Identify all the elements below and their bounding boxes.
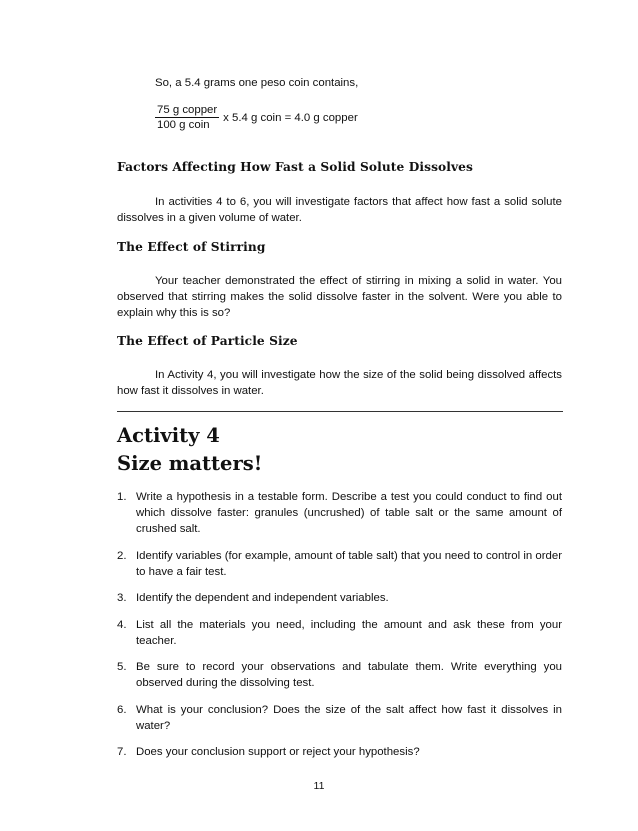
list-item	[117, 489, 562, 537]
procedure-list	[117, 489, 562, 771]
list-text: Be sure to record your observations and tabulate them. Write everything you observed during the dissolving test.	[136, 661, 562, 689]
section-heading-factors: Factors Affecting How Fast a Solid Solute Dissolves	[117, 160, 473, 174]
list-item	[117, 659, 562, 691]
list-text: What is your conclusion? Does the size of the salt affect how fast it dissolves in water?	[136, 703, 562, 732]
intro-sentence: So, a 5.4 grams one peso coin contains,	[155, 77, 359, 89]
section-paragraph-factors: In activities 4 to 6, you will investigate factors that affect how fast a solid solute dissolves in a given volume of water.	[117, 196, 562, 224]
list-text: Identify the dependent and independent variables.	[136, 592, 389, 604]
list-number: 1.	[117, 491, 127, 503]
list-text: List all the materials you need, including the amount and ask these from your teacher.	[136, 618, 562, 647]
list-item	[117, 702, 562, 734]
list-text: Write a hypothesis in a testable form. Describe a test you could conduct to find out which dissolve faster: granules (uncrushed) of table salt or the same amount of crushed salt.	[136, 491, 562, 535]
section-heading-stirring: The Effect of Stirring	[117, 240, 266, 254]
list-number: 7.	[117, 746, 127, 758]
activity-number: Activity 4	[117, 424, 220, 447]
section-heading-particle-size: The Effect of Particle Size	[117, 334, 298, 348]
list-item	[117, 617, 562, 649]
section-paragraph-stirring: Your teacher demonstrated the effect of stirring in mixing a solid in water. You observed that stirring makes the solid dissolve faster in the solvent. Were you able to explain why this is so?	[117, 275, 562, 319]
list-item	[117, 548, 562, 580]
list-number: 6.	[117, 703, 127, 716]
list-number: 3.	[117, 592, 127, 604]
list-text: Does your conclusion support or reject your hypothesis?	[136, 746, 420, 758]
divider	[117, 411, 563, 412]
list-text: Identify variables (for example, amount of table salt) that you need to control in order to have a fair test.	[136, 549, 562, 578]
list-number: 2.	[117, 549, 127, 562]
list-item	[117, 590, 562, 606]
fraction-denominator: 100 g coin	[157, 119, 210, 131]
list-item	[117, 744, 562, 760]
page-number: 11	[313, 780, 325, 792]
fraction-numerator: 75 g copper	[157, 104, 218, 116]
activity-title: Size matters!	[117, 452, 263, 475]
list-number: 5.	[117, 661, 127, 673]
section-paragraph-particle-size: In Activity 4, you will investigate how the size of the solid being dissolved affects how fast it dissolves in water.	[117, 369, 562, 397]
calculation-result: x 5.4 g coin = 4.0 g copper	[223, 111, 358, 124]
list-number: 4.	[117, 618, 127, 631]
copper-calculation	[155, 104, 358, 131]
fraction	[155, 104, 219, 131]
